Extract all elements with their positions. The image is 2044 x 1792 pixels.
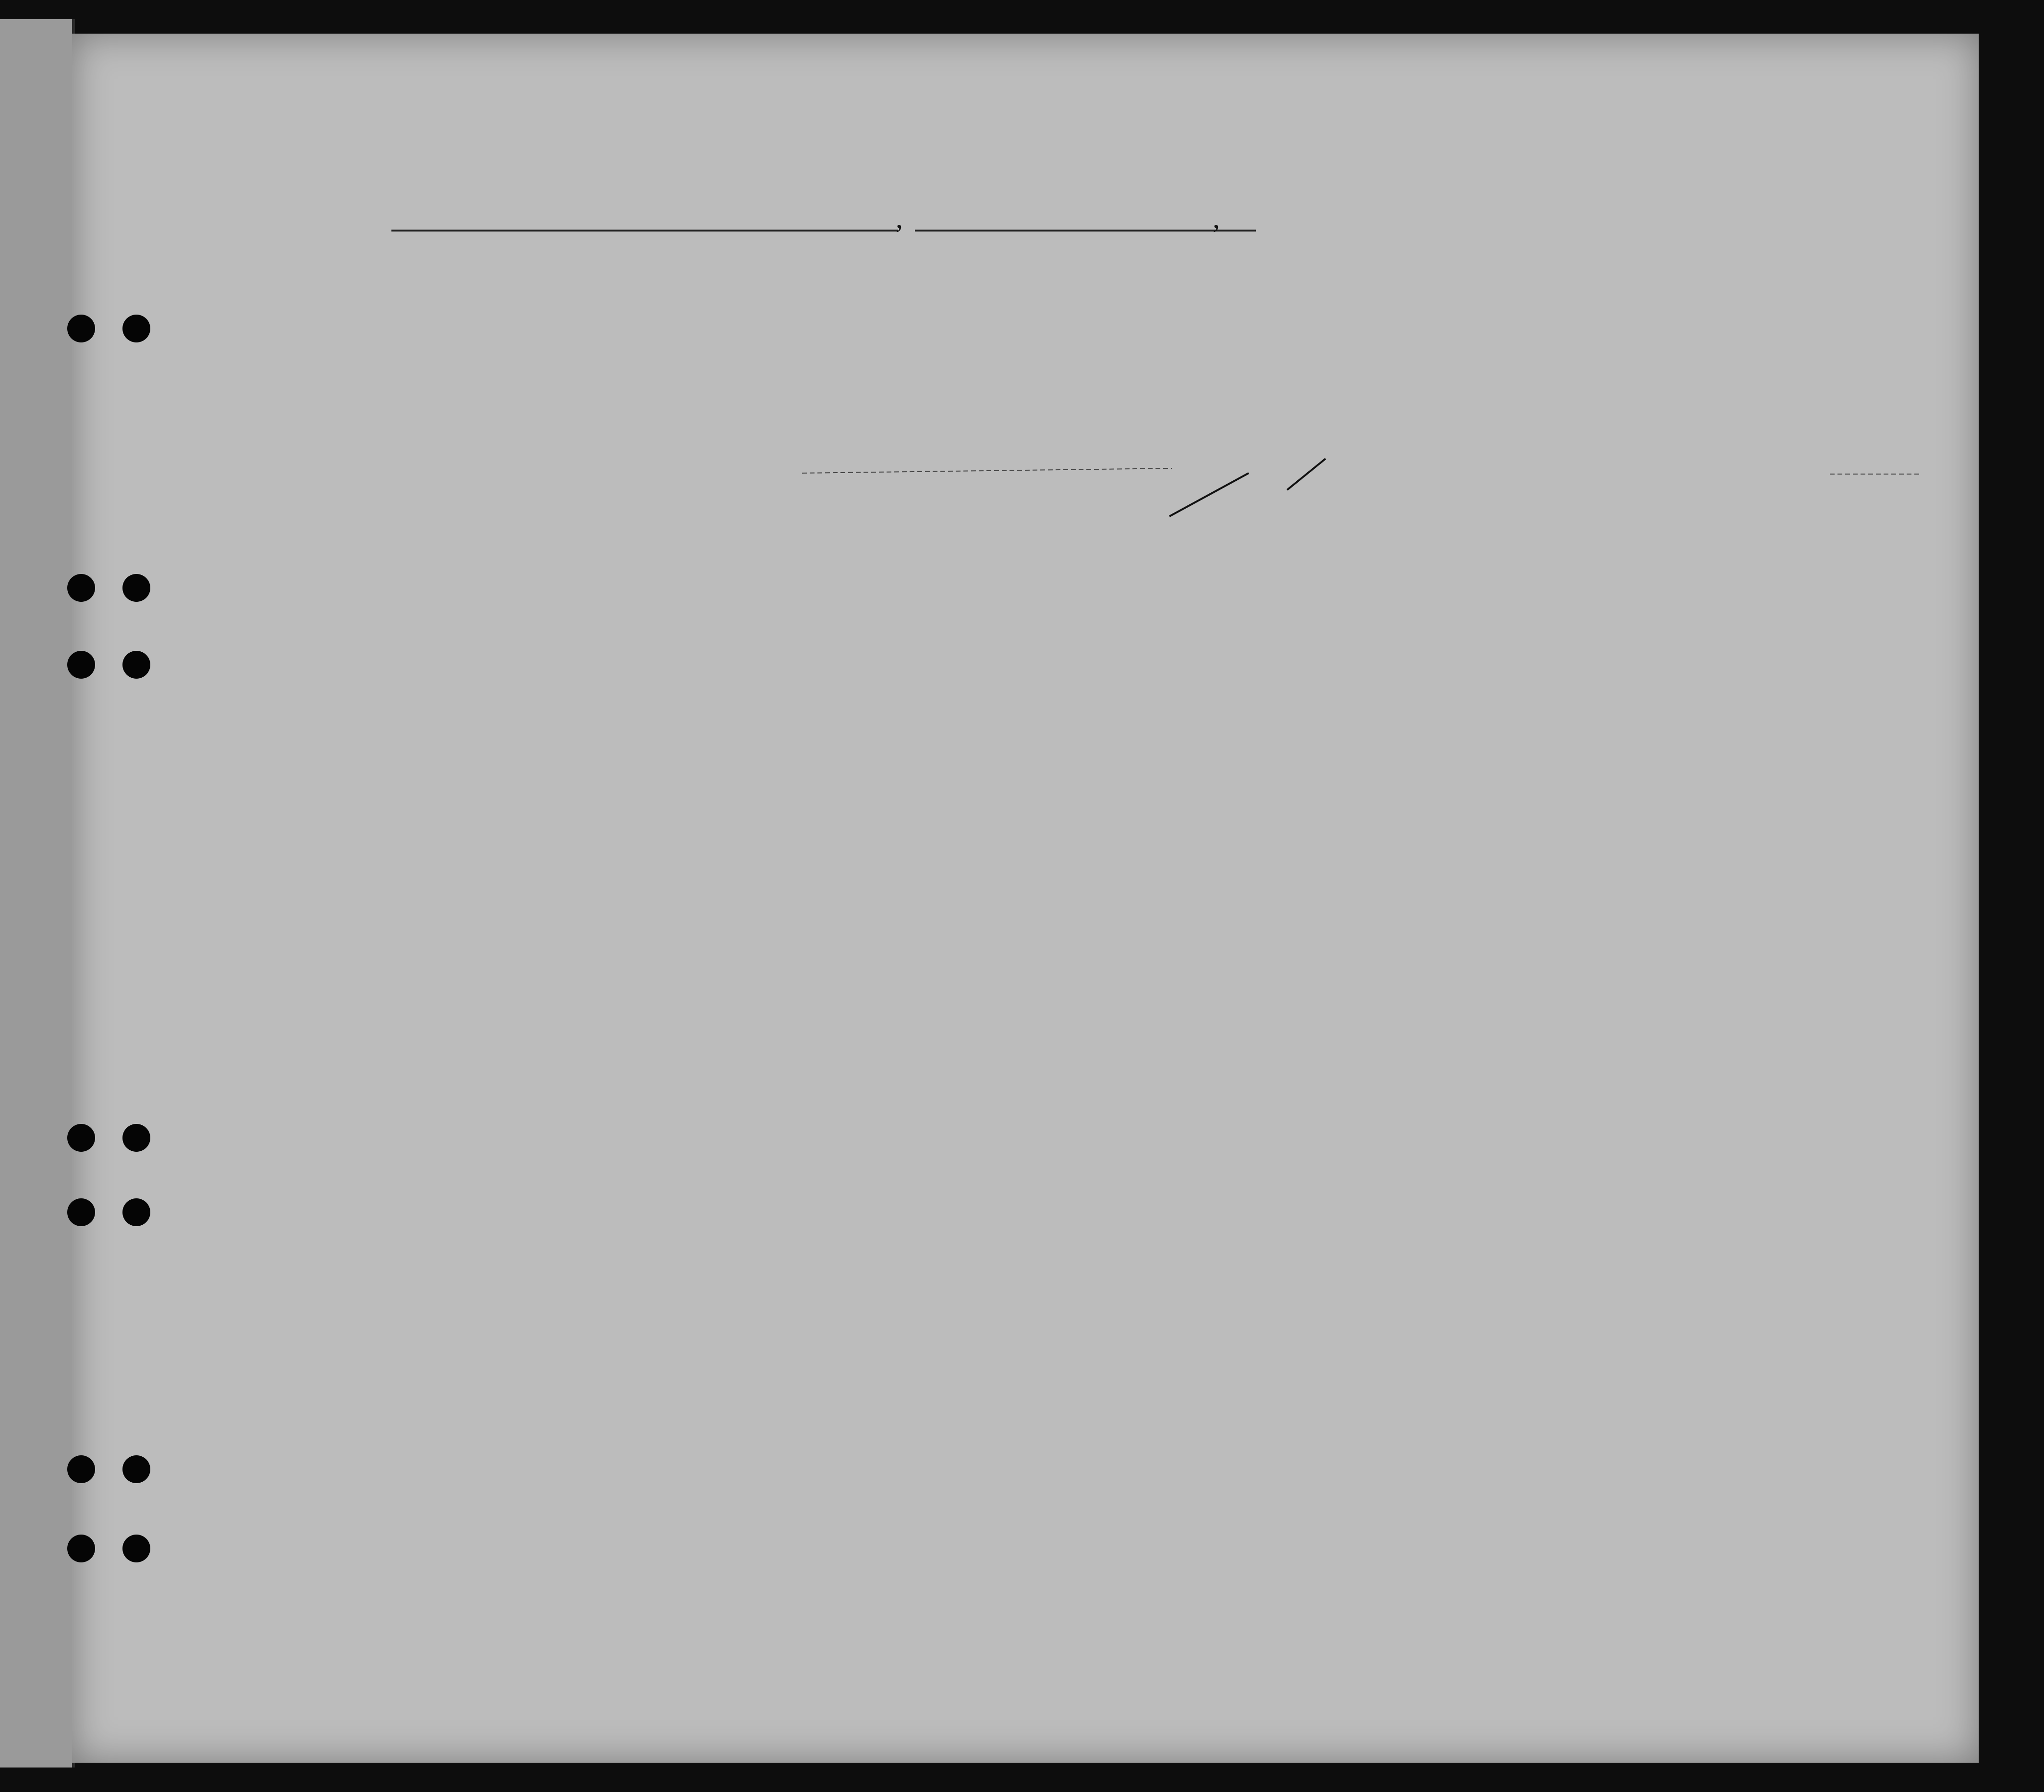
- punch-hole: [67, 1455, 95, 1483]
- comma: ,: [896, 202, 903, 234]
- header-c28: [1407, 298, 1448, 415]
- punch-hole: [67, 1124, 95, 1152]
- punch-hole: [122, 1124, 150, 1152]
- punch-hole: [67, 1535, 95, 1562]
- punch-hole: [122, 1455, 150, 1483]
- adjacent-page-strip: [0, 19, 75, 1768]
- manifest-sheet: [72, 34, 1979, 1763]
- comma: ,: [1213, 202, 1220, 234]
- header-c29: [1451, 298, 1487, 415]
- date-line: [915, 230, 1256, 232]
- punch-hole: [67, 1198, 95, 1226]
- punch-hole: [122, 1198, 150, 1226]
- header-c25: [1316, 298, 1349, 415]
- punch-hole: [122, 574, 150, 602]
- punch-hole: [122, 651, 150, 679]
- punch-hole: [67, 315, 95, 342]
- punch-hole: [122, 315, 150, 342]
- punch-hole: [67, 651, 95, 679]
- header-c30: [1501, 298, 1520, 415]
- header-c24a: [1176, 300, 1204, 415]
- punch-hole: [122, 1535, 150, 1562]
- header-c24c: [1289, 300, 1308, 415]
- punch-hole: [67, 574, 95, 602]
- header-c24b: [1249, 300, 1268, 415]
- port-line: [391, 230, 898, 232]
